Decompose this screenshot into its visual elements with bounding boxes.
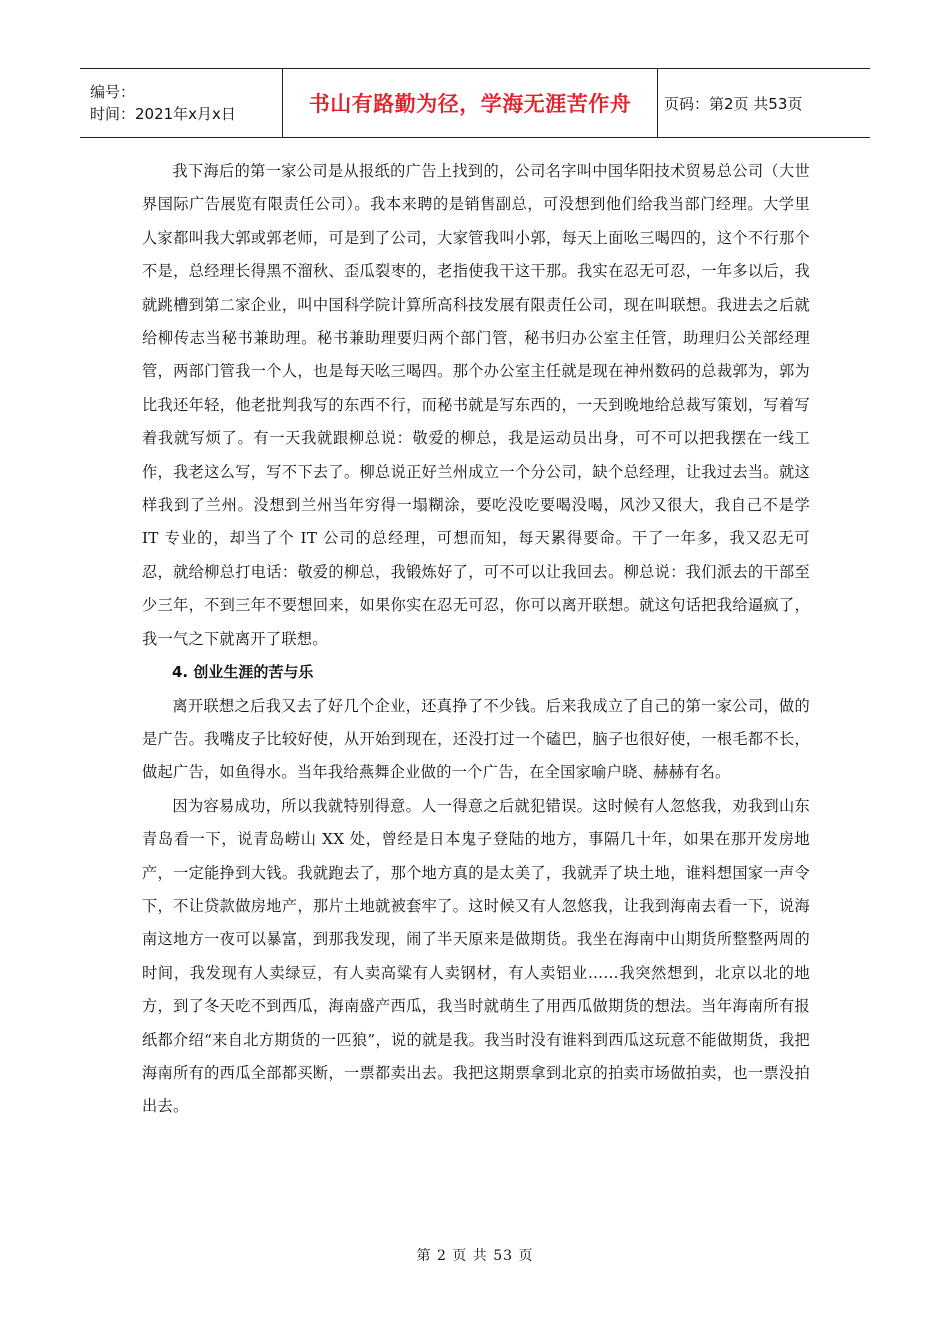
motto-text: 书山有路勤为径，学海无涯苦作舟: [308, 92, 632, 116]
header-info-cell: [80, 69, 282, 137]
page-label: 页码：第2页 共53页: [664, 94, 803, 113]
paragraph: 我下海后的第一家公司是从报纸的广告上找到的，公司名字叫中国华阳技术贸易总公司（大世界国际广告展览有限责任公司）。我本来聘的是销售副总，可没想到他们给我当部门经理。大学里人家都叫我大郭或郭老师，可是到了公司，大家管我叫小郭，每天上面吆三喝四的，这个不行那个不是，总经理长得黑不溜秋、歪瓜裂枣的，老指使我干这干那。我实在忍无可忍，一年多以后，我就跳槽到第二家企业，叫中国科学院计算所高科技发展有限责任公司，现在叫联想。我进去之后就给柳传志当秘书兼助理。秘书兼助理要归两个部门管，秘书归办公室主任管，助理归公关部经理管，两部门管我一个人，也是每天吆三喝四。那个办公室主任就是现在神州数码的总裁郭为，郭为比我还年轻，他老批判我写的东西不行，而秘书就是写东西的，一天到晚地给总裁写策划，写着写着我就写烦了。有一天我就跟柳总说：敬爱的柳总，我是运动员出身，可不可以把我摆在一线工作，我老这么写，写不下去了。柳总说正好兰州成立一个分公司，缺个总经理，让我过去当。就这样我到了兰州。没想到兰州当年穷得一塌糊涂，要吃没吃要喝没喝，风沙又很大，我自己不是学 IT 专业的，却当了个 IT 公司的总经理，可想而知，每天累得要命。干了一年多，我又忍无可忍，就给柳总打电话：敬爱的柳总，我锻炼好了，可不可以让我回去。柳总说：我们派去的干部至少三年，不到三年不要想回来，如果你实在忍无可忍，你可以离开联想。就这句话把我给逼疯了，我一气之下就离开了联想。: [142, 162, 810, 648]
paragraph: 因为容易成功，所以我就特别得意。人一得意之后就犯错误。这时候有人忽悠我，劝我到山东青岛看一下，说青岛崂山 XX 处，曾经是日本鬼子登陆的地方，事隔几十年，如果在那开发房地产，一定能挣到大钱。我就跑去了，那个地方真的是太美了，我就弄了块土地，谁料想国家一声令下，不让贷款做房地产，那片土地就被套牢了。这时候又有人忽悠我，让我到海南去看一下，说海南这地方一夜可以暴富，到那我发现，闹了半天原来是做期货。我坐在海南中山期货所整整两周的时间，我发现有人卖绿豆，有人卖高粱有人卖钢材，有人卖铝业……我突然想到，北京以北的地方，到了冬天吃不到西瓜，海南盛产西瓜，我当时就萌生了用西瓜做期货的想法。当年海南所有报纸都介绍“来自北方期货的一匹狼”，说的就是我。我当时没有谁料到西瓜这玩意不能做期货，我把海南所有的西瓜全部都买断，一票都卖出去。我把这期票拿到北京的拍卖市场做拍卖，也一票没拍出去。: [142, 796, 810, 1116]
page-footer: 第 2 页 共 53 页: [416, 1248, 534, 1264]
article-body: [142, 155, 810, 1124]
paragraph: 离开联想之后我又去了好几个企业，还真挣了不少钱。后来我成立了自己的第一家公司，做的是广告。我嘴皮子比较好使，从开始到现在，还没打过一个磕巴，脑子也很好使，一根毛都不长，做起广告，如鱼得水。当年我给燕舞企业做的一个广告，在全国家喻户晓、赫赫有名。: [142, 696, 810, 782]
document-header: [80, 68, 870, 138]
number-label: 编号：: [90, 83, 136, 101]
section-heading: 4. 创业生涯的苦与乐: [172, 663, 314, 682]
header-motto-cell: [282, 69, 658, 137]
header-page-cell: [658, 69, 870, 137]
date-label: 时间：2021年x月x日: [90, 105, 236, 123]
